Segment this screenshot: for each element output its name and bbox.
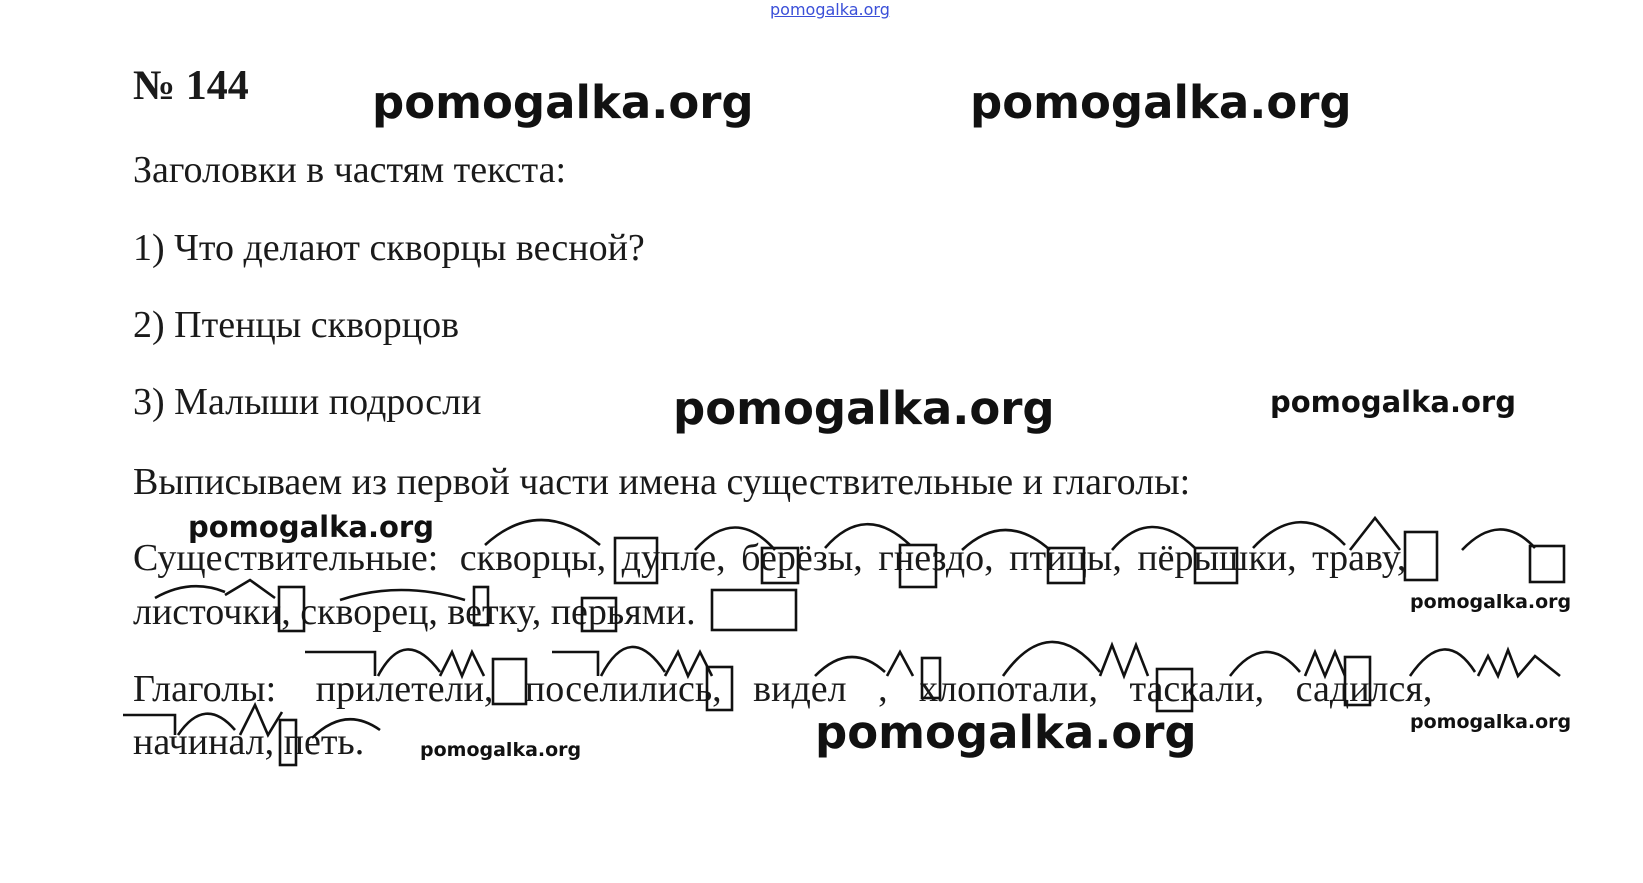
heading-3: 3) Малыши подросли xyxy=(133,381,482,423)
watermark: pomogalka.org xyxy=(372,76,754,129)
verbs-list: прилетели, поселились, видел , хлопотали, таскали, садился, xyxy=(315,668,1433,710)
heading-2: 2) Птенцы скворцов xyxy=(133,304,460,346)
suffix-mark xyxy=(225,580,275,598)
suffix-mark xyxy=(1478,650,1560,676)
verbs-line-2: начинал, петь. xyxy=(133,721,365,763)
ending-box xyxy=(279,587,304,631)
ending-box xyxy=(922,658,940,698)
watermark: pomogalka.org xyxy=(673,382,1055,435)
headings-intro: Заголовки в частям текста: xyxy=(133,149,567,191)
ending-box xyxy=(615,538,657,583)
root-arc xyxy=(695,528,775,551)
nouns-list: скворцы, дупле, берёзы, гнездо, птицы, пёрышки, траву, xyxy=(459,537,1407,579)
ending-box xyxy=(762,548,798,583)
root-arc xyxy=(312,719,380,738)
ending-box xyxy=(712,590,796,630)
suffix-mark xyxy=(1100,645,1148,676)
watermark: pomogalka.org xyxy=(815,706,1197,759)
suffix-mark xyxy=(1305,652,1345,676)
root-arc xyxy=(1462,529,1535,550)
ending-box xyxy=(474,587,488,625)
ending-box xyxy=(1345,657,1370,705)
ending-box xyxy=(582,598,616,631)
ending-box xyxy=(493,659,526,704)
task-number: № 144 xyxy=(133,63,249,109)
root-arc xyxy=(178,714,235,735)
prefix-mark xyxy=(123,715,175,735)
watermark: pomogalka.org xyxy=(1410,591,1572,613)
ending-box xyxy=(1157,669,1192,711)
nouns-line-2: листочки, скворец, ветку, перьями. xyxy=(133,591,696,633)
ending-box xyxy=(1405,532,1437,580)
root-arc xyxy=(1410,649,1475,676)
root-arc xyxy=(815,657,885,676)
nouns-label: Существительные: xyxy=(133,537,439,579)
suffix-mark xyxy=(887,652,913,676)
root-arc xyxy=(601,647,665,676)
root-arc xyxy=(378,649,440,676)
ending-box xyxy=(1195,548,1237,583)
top-watermark[interactable]: pomogalka.org xyxy=(770,0,890,19)
verbs-label: Глаголы: xyxy=(133,668,277,710)
ending-box xyxy=(1048,548,1084,583)
watermark: pomogalka.org xyxy=(420,739,582,761)
suffix-mark xyxy=(665,652,712,676)
watermark: pomogalka.org xyxy=(1270,385,1516,419)
prefix-mark xyxy=(305,652,375,676)
root-arc xyxy=(485,520,600,545)
extract-intro: Выписываем из первой части имена существительные и глаголы: xyxy=(133,461,1191,503)
suffix-mark xyxy=(440,652,484,676)
root-arc xyxy=(1003,642,1100,676)
root-arc xyxy=(340,590,465,600)
root-arc xyxy=(825,524,910,548)
suffix-mark xyxy=(1350,518,1400,550)
watermark: pomogalka.org xyxy=(970,76,1352,129)
ending-box xyxy=(280,720,296,765)
root-arc xyxy=(155,586,225,598)
heading-1: 1) Что делают скворцы весной? xyxy=(133,227,645,269)
root-arc xyxy=(1230,652,1300,676)
ending-box xyxy=(900,545,936,587)
root-arc xyxy=(1253,522,1345,548)
ending-box xyxy=(1530,546,1564,582)
watermark: pomogalka.org xyxy=(188,510,434,544)
suffix-mark xyxy=(240,705,282,735)
watermark: pomogalka.org xyxy=(1410,711,1572,733)
prefix-mark xyxy=(552,652,598,676)
root-arc xyxy=(1112,527,1195,550)
root-arc xyxy=(962,530,1050,550)
